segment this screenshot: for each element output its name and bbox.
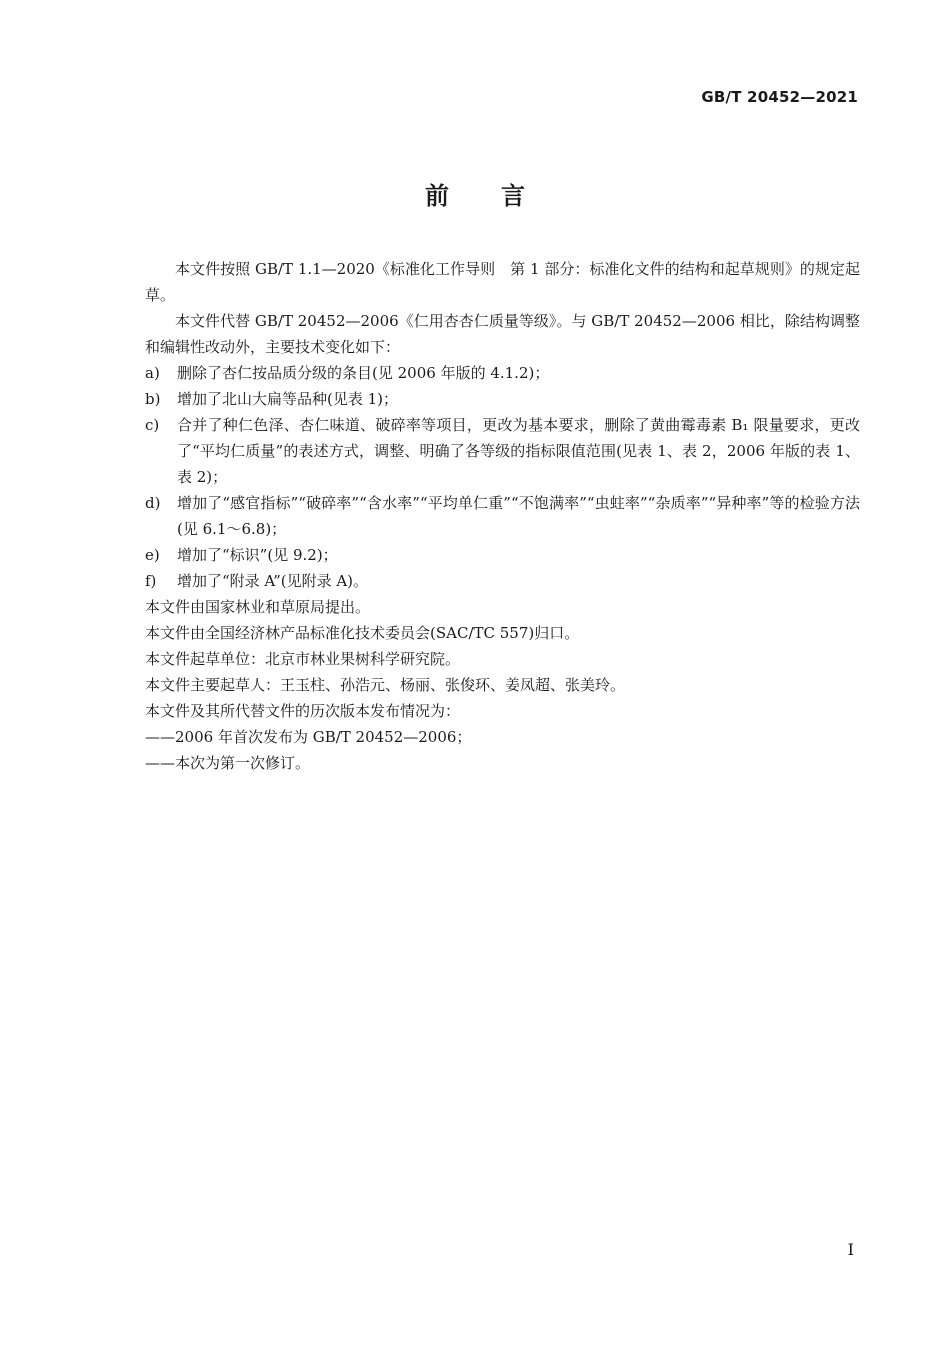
list-item-text: 合并了种仁色泽、杏仁味道、破碎率等项目，更改为基本要求，删除了黄曲霉毒素 B₁ 限量要求，更改了“平均仁质量”的表述方式，调整、明确了各等级的指标限值范围(见表 1、表 2，2006 年版的表 1、表 2)； — [177, 416, 860, 486]
paragraph-proposer: 本文件由国家林业和草原局提出。 — [145, 598, 371, 616]
list-item — [145, 542, 860, 568]
paragraph-history-intro: 本文件及其所代替文件的历次版本发布情况为： — [145, 702, 461, 720]
list-item — [145, 386, 860, 412]
list-item — [145, 360, 860, 386]
paragraph-drafting-unit: 本文件起草单位：北京市林业果树科学研究院。 — [145, 650, 461, 668]
paragraph-drafters: 本文件主要起草人：王玉柱、孙浩元、杨丽、张俊环、姜凤超、张美玲。 — [145, 676, 626, 694]
list-item-text: 删除了杏仁按品质分级的条目(见 2006 年版的 4.1.2)； — [177, 364, 550, 382]
paragraph-committee: 本文件由全国经济林产品标准化技术委员会(SAC/TC 557)归口。 — [145, 624, 580, 642]
list-item-label: a) — [145, 364, 160, 382]
list-item-label: b) — [145, 390, 161, 408]
page-number: I — [847, 1240, 854, 1259]
paragraph-replacement: 本文件代替 GB/T 20452—2006《仁用杏杏仁质量等级》。与 GB/T 20452—2006 相比，除结构调整和编辑性改动外，主要技术变化如下： — [145, 312, 860, 356]
standard-number: GB/T 20452—2021 — [701, 88, 858, 106]
history-item: ——本次为第一次修订。 — [145, 754, 311, 772]
changes-list — [145, 360, 860, 594]
list-item-label: d) — [145, 494, 161, 512]
history-list — [145, 724, 860, 776]
list-item-text: 增加了北山大扁等品种(见表 1)； — [177, 390, 399, 408]
list-item-text: 增加了“标识”(见 9.2)； — [177, 546, 338, 564]
page-title: 前言 — [425, 182, 577, 210]
paragraph-drafting-basis: 本文件按照 GB/T 1.1—2020《标准化工作导则 第 1 部分：标准化文件的结构和起草规则》的规定起草。 — [145, 260, 860, 304]
list-item-label: e) — [145, 546, 160, 564]
list-item — [145, 568, 860, 594]
list-item-label: c) — [145, 416, 160, 434]
list-item — [145, 412, 860, 490]
list-item — [145, 490, 860, 542]
list-item-label: f) — [145, 572, 157, 590]
history-item: ——2006 年首次发布为 GB/T 20452—2006； — [145, 728, 472, 746]
list-item-text: 增加了“感官指标”“破碎率”“含水率”“平均单仁重”“不饱满率”“虫蛀率”“杂质率”“异种率”等的检验方法(见 6.1～6.8)； — [177, 494, 860, 538]
document-body — [145, 256, 860, 776]
list-item-text: 增加了“附录 A”(见附录 A)。 — [177, 572, 369, 590]
